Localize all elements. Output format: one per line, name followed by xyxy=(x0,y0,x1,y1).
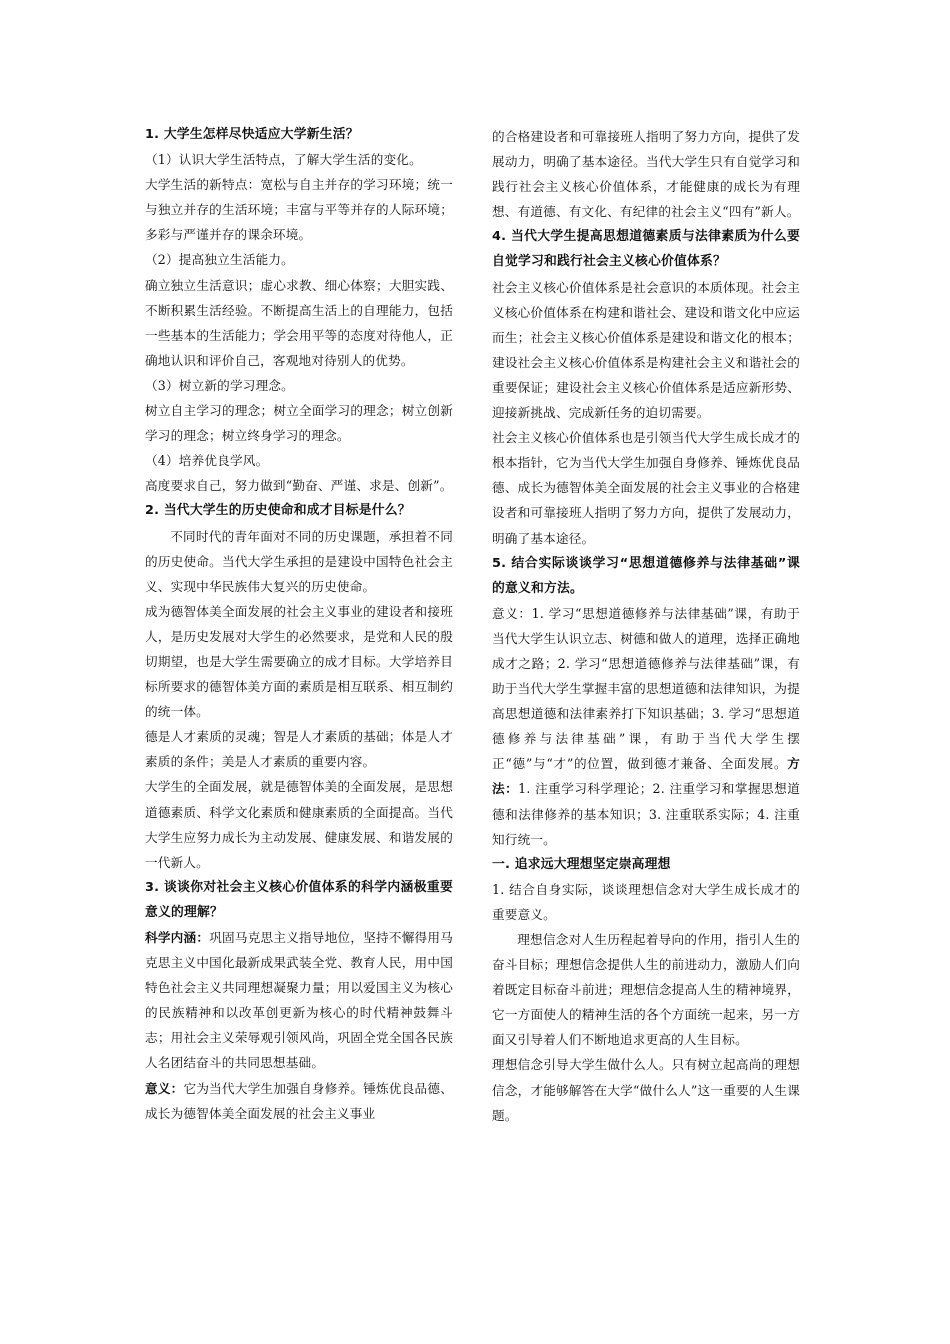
q2-heading: 2. 当代大学生的历史使命和成才目标是什么？ xyxy=(145,503,411,519)
q3-label-significance: 意义： xyxy=(145,1080,184,1096)
q1-paragraph-1: 大学生活的新特点：宽松与自主并存的学习环境；统一与独立并存的生活环境；丰富与平等并存的人际环境；多彩与严谨并存的课余环境。 xyxy=(145,177,453,243)
q4-heading: 4. 当代大学生提高思想道德素质与法律素质为什么要自觉学习和践行社会主义核心价值体系？ xyxy=(492,229,800,270)
q3-text-connotation: 巩固马克思主义指导地位，坚持不懈得用马克思主义中国化最新成果武装全党、教育人民，用中国特色社会主义共同理想凝聚力量；用以爱国主义为核心的民族精神和以改革创更新为核心的时代精神鼓舞斗志；用社会主义荣辱观引领风尚，巩固全党全国各民族人名团结奋斗的共同思想基础。 xyxy=(145,930,454,1071)
q4-paragraph-1: 社会主义核心价值体系是社会意识的本质体现。社会主义核心价值体系在构建和谐社会、建设和谐文化中应运而生；社会主义核心价值体系是建设和谐文化的根本；建设社会主义核心价值体系是构建社会主义和谐社会的重要保证；建设社会主义核心价值体系是适应新形势、迎接新挑战、完成新任务的迫切需要。 xyxy=(492,279,800,421)
q5-heading: 5. 结合实际谈谈学习“思想道德修养与法律基础”课的意义和方法。 xyxy=(492,555,800,596)
q1-paragraph-3: 树立自主学习的理念；树立全面学习的理念；树立创新学习的理念；树立终身学习的理念。 xyxy=(145,403,453,444)
q5-label-method: 方法： xyxy=(492,756,800,797)
left-column xyxy=(145,122,453,1126)
q1-point-1: （1）认识大学生活特点，了解大学生活的变化。 xyxy=(145,152,422,168)
q2-paragraph-1: 不同时代的青年面对不同的历史课题，承担着不同的历史使命。当代大学生承担的是建设中国特色社会主义、实现中华民族伟大复兴的历史使命。 xyxy=(145,528,453,594)
section-1-heading: 一. 追求远大理想坚定崇高理想 xyxy=(492,856,671,872)
q2-paragraph-2: 成为德智体美全面发展的社会主义事业的建设者和接班人，是历史发展对大学生的必然要求，是党和人民的殷切期望，也是大学生需要确立的成才目标。大学培养目标所要求的德智体美方面的素质是相互联系、相互制约的统一体。 xyxy=(145,603,453,720)
q1-paragraph-2: 确立独立生活意识；虚心求教、细心体察；大胆实践、不断积累生活经验。不断提高生活上的自理能力，包括一些基本的生活能力；学会用平等的态度对待他人，正确地认识和评价自己，客观地对待别人的优势。 xyxy=(145,277,453,368)
q3-paragraph-2-continued: 的合格建设者和可靠接班人指明了努力方向，提供了发展动力，明确了基本途径。当代大学生只有自觉学习和践行社会主义核心价值体系，才能健康的成长为有理想、有道德、有文化、有纪律的社会主义“四有”新人。 xyxy=(492,129,800,220)
section-1-question-1: 1. 结合自身实际，谈谈理想信念对大学生成长成才的重要意义。 xyxy=(492,881,800,922)
q1-heading: 1. 大学生怎样尽快适应大学新生活？ xyxy=(145,127,359,142)
q3-text-significance: 它为当代大学生加强自身修养。锤炼优良品德、成长为德智体美全面发展的社会主义事业 xyxy=(145,1080,453,1121)
q1-paragraph-4: 高度要求自己，努力做到“勤奋、严谨、求是、创新”。 xyxy=(145,478,453,494)
q1-point-4: （4）培养优良学风。 xyxy=(145,453,269,469)
q3-paragraph-1 xyxy=(145,925,453,1076)
q3-heading: 3. 谈谈你对社会主义核心价值体系的科学内涵极重要意义的理解？ xyxy=(145,879,453,920)
q1-point-3: （3）树立新的学习理念。 xyxy=(145,377,294,393)
right-column xyxy=(492,124,800,1128)
q3-paragraph-2 xyxy=(145,1076,453,1126)
section-1-paragraph-2: 理想信念引导大学生做什么人。只有树立起高尚的理想信念，才能够解答在大学“做什么人”这一重要的人生课题。 xyxy=(492,1057,800,1123)
q1-point-2: （2）提高独立生活能力。 xyxy=(145,252,294,268)
q3-label-connotation: 科学内涵： xyxy=(145,930,210,945)
q2-paragraph-3: 德是人才素质的灵魂；智是人才素质的基础；体是人才素质的条件；美是人才素质的重要内容。 xyxy=(145,729,453,770)
q5-paragraph xyxy=(492,601,800,852)
q5-text-method: 1. 注重学习科学理论；2. 注重学习和掌握思想道德和法律修养的基本知识；3. 注重联系实际；4. 注重知行统一。 xyxy=(492,781,800,847)
section-1-paragraph-1: 理想信念对人生历程起着导向的作用，指引人生的奋斗目标；理想信念提供人生的前进动力，激励人们向着既定目标奋斗前进；理想信念提高人生的精神境界，它一方面使人的精神生活的各个方面统一起来，另一方面又引导着人们不断地追求更高的人生目标。 xyxy=(492,932,800,1048)
q2-paragraph-4: 大学生的全面发展，就是德智体美的全面发展，是思想道德素质、科学文化素质和健康素质的全面提高。当代大学生应努力成长为主动发展、健康发展、和谐发展的一代新人。 xyxy=(145,779,453,870)
q5-text-significance: 意义：1. 学习“思想道德修养与法律基础”课，有助于当代大学生认识立志、树德和做人的道理，选择正确地成才之路；2. 学习“思想道德修养与法律基础”课，有助于当代大学生掌握丰富的思想道德和法律知识，为提高思想道德和法律素养打下知识基础；3. 学习“思想道德修养与法律基础”课，有助于当代大学生摆正“德”与“才”的位置，做到德才兼备、全面发展。 xyxy=(492,605,800,772)
q4-paragraph-2: 社会主义核心价值体系也是引领当代大学生成长成才的根本指针，它为当代大学生加强自身修养、锤炼优良品德、成长为德智体美全面发展的社会主义事业的合格建设者和可靠接班人指明了努力方向，提供了发展动力，明确了基本途径。 xyxy=(492,430,800,546)
